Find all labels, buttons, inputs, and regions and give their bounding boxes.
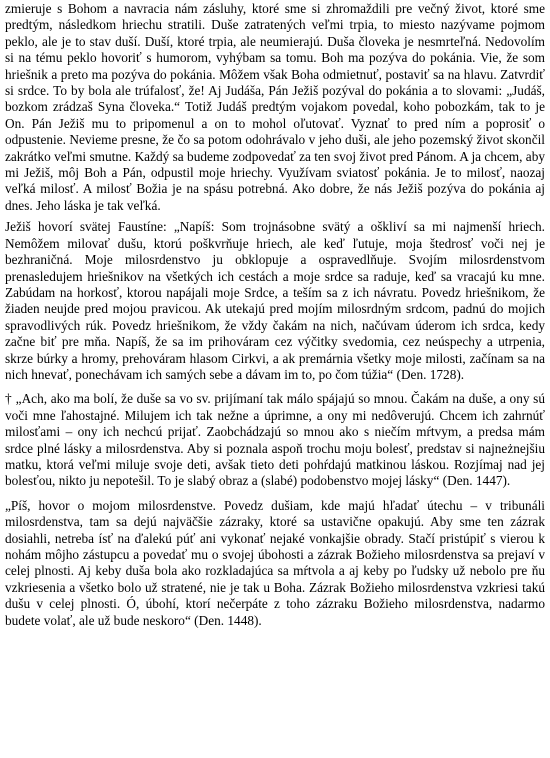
paragraph-4: „Píš, hovor o mojom milosrdenstve. Povedz dušiam, kde majú hľadať útechu – v tribunáli milosrdenstva, tam sa dejú najväčšie zázraky, ktoré sa ustavične opakujú. Aby sme ten zázrak dosiahli, netreba ísť na ďalekú púť ani vykonať nejaké vonkajšie obrady. Stačí pristúpiť s vierou k nohám môjho zástupcu a povedať mu o svojej úbohosti a zázrak Božieho milosrdenstva sa prejaví v celej plnosti. Aj keby duša bola ako rozkladajúca sa mŕtvola a aj keby po ľudsky už nebolo pre ňu vzkriesenia a všetko bolo už stratené, nie je tak u Boha. Zázrak Božieho milosrdenstva vzkriesi takú dušu v celej plnosti. Ó, úbohí, ktorí nečerpáte z toho zázraku Božieho milosrdenstva, nadarmo budete volať, ale už bude neskoro“ (Den. 1448).	[5, 497, 545, 628]
paragraph-2: Ježiš hovorí svätej Faustíne: „Napíš: Som trojnásobne svätý a oškliví sa mi najmenší hriech. Nemôžem milovať dušu, ktorú poškvrňuje hriech, ale keď ľutuje, moja štedrosť voči nej je bezhraničná. Moje milosrdenstvo ju obklopuje a ospravedlňuje. Svojím milosrdenstvom prenasledujem hriešnikov na všetkých ich cestách a moje srdce sa raduje, keď sa vracajú ku mne. Zabúdam na horkosť, ktorou napájali moje Srdce, a teším sa z ich návratu. Povedz hriešnikom, že žiaden neujde pred mojou pravicou. Ak utekajú pred mojím milosrdným srdcom, padnú do mojich spravodlivých rúk. Povedz hriešnikom, že vždy čakám na nich, načúvam úderom ich srdca, kedy začne biť pre mňa. Napíš, že sa im prihováram cez výčitky svedomia, cez neúspechy a utrpenia, skrze búrky a hromy, prehováram hlasom Cirkvi, a ak premárnia všetky moje milosti, začínam sa na nich hnevať, ponechávam ich samých sebe a dávam im to, po čom túžia“ (Den. 1728).	[5, 219, 545, 382]
paragraph-1: zmieruje s Bohom a navracia nám zásluhy, ktoré sme si zhromaždili pre večný život, ktoré sme predtým, následkom hriechu stratili. Duše zatratených veľmi trpia, to miesto nazývame pojmom peklo, ale je to stav duší. Duší, ktoré trpia, ale neumierajú. Duša človeka je nesmrteľná. Nedovolím si na tému peklo hovoriť s humorom, vyhýbam sa tomu. Boh ma pozýva do pokánia. Vie, že som hriešnik a preto ma pozýva do pokánia. Môžem však Boha odmietnuť, postaviť sa na hlavu. Zatvrdiť si srdce. To by bola ale trúfalosť, že! Aj Judáša, Pán Ježiš pozýval do pokánia a to slovami: „Judáš, bozkom zrádzaš Syna človeka.“ Totiž Judáš predtým vojakom povedal, koho pobozkám, tak to je On. Pán Ježiš mu to pripomenul a on to mohol oľutovať. Vyznať to pred ním a poprosiť o odpustenie. Nevieme presne, že čo sa potom odohrávalo v jeho duši, ale jeho pozemský život skončil zakrátko veľmi smutne. Každý sa budeme zodpovedať za ten svoj život pred Pánom. A ja chcem, aby mi Ježiš, môj Boh a Pán, odpustil moje hriechy. Využívam sviatosť pokánia. Je to milosť, naozaj veľká milosť. A milosť Božia je na spásu potrebná. Ako dobre, že nás Ježiš pozýva do pokánia aj dnes. Jeho láska je tak veľká.	[5, 1, 545, 213]
paragraph-3: † „Ach, ako ma bolí, že duše sa vo sv. prijímaní tak málo spájajú so mnou. Čakám na duše, a ony sú voči mne ľahostajné. Milujem ich tak nežne a úprimne, a ony mi nedôverujú. Chcem ich zahrnúť milosťami – ony ich nechcú prijať. Zaobchádzajú so mnou ako s niečím mŕtvym, a predsa mám srdce plné lásky a milosrdenstva. Aby si poznala aspoň trochu moju bolesť, predstav si najneżnejšiu matku, ktorá veľmi miluje svoje deti, avšak tieto deti pohŕdajú matkinou láskou. Rozjímaj nad jej bolesťou, nikto ju nepotešil. To je slabý obraz a (slabé) podobenstvo mojej lásky“ (Den. 1447).	[5, 391, 545, 489]
